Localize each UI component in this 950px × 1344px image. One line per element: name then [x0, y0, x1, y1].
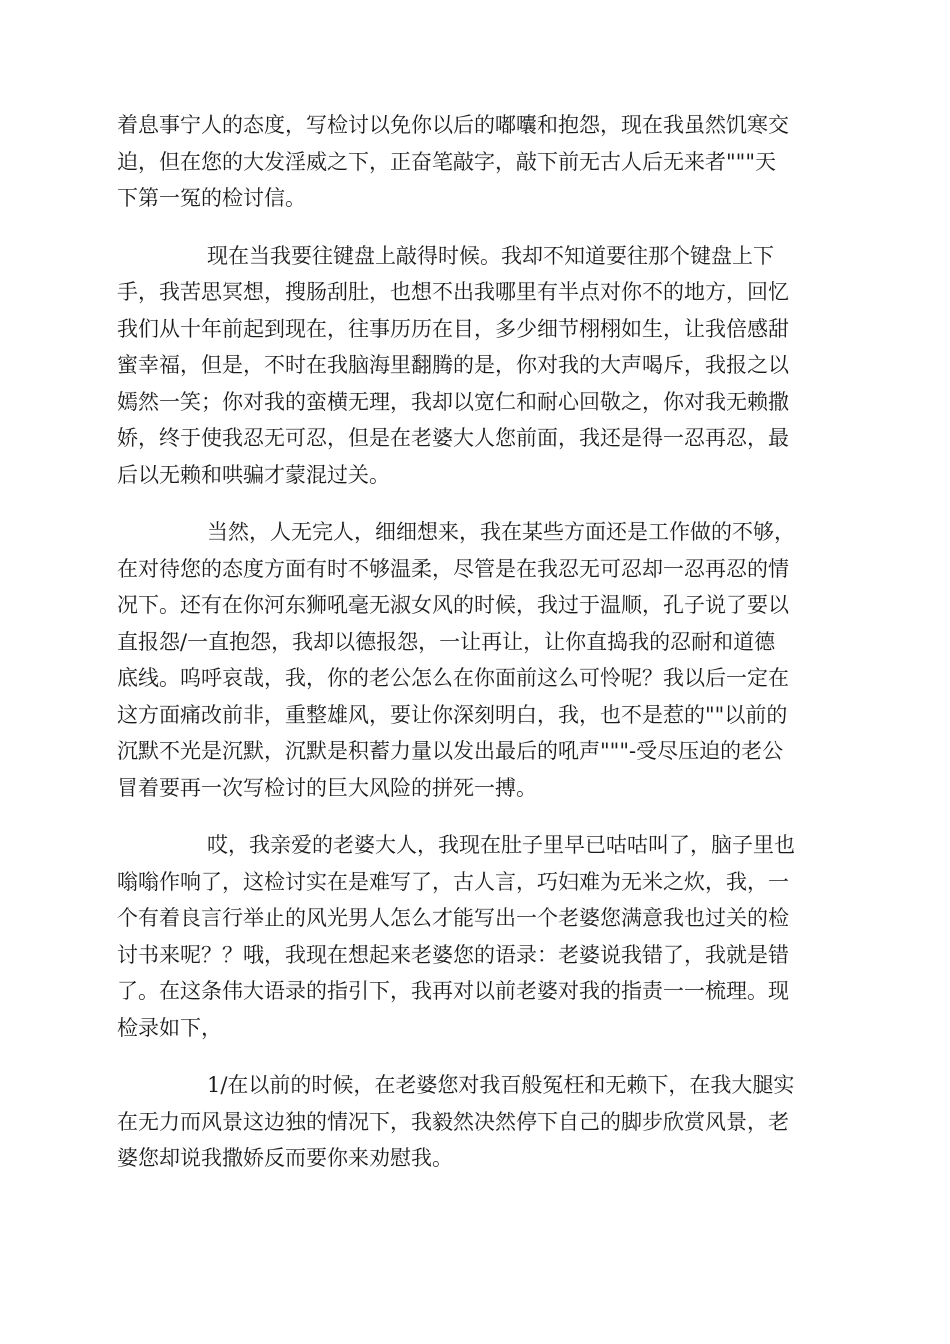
paragraph-5 — [117, 1067, 833, 1177]
text-line: 这方面痛改前非，重整雄风，要让你深刻明白，我，也不是惹的""以前的 — [117, 702, 788, 727]
text-line: 底线。呜呼哀哉，我，你的老公怎么在你面前这么可怜呢？我以后一定在 — [117, 666, 789, 690]
text-line: 娇，终于使我忍无可忍，但是在老婆大人您前面，我还是得一忍再忍，最 — [117, 426, 789, 450]
text-line: 现在当我要往键盘上敲得时候。我却不知道要往那个键盘上下 — [207, 243, 774, 268]
document-body — [117, 107, 833, 1198]
text-line: 哎，我亲爱的老婆大人，我现在肚子里早已咕咕叫了，脑子里也 — [207, 833, 795, 857]
paragraph-3 — [117, 514, 833, 806]
text-line: 沉默不光是沉默，沉默是积蓄力量以发出最后的吼声"""-受尽压迫的老公 — [117, 739, 784, 763]
text-line: 冒着要再一次写检讨的巨大风险的拼死一搏。 — [117, 775, 537, 800]
text-line: 手，我苦思冥想，搜肠刮肚，也想不出我哪里有半点对你不的地方，回忆 — [117, 280, 789, 304]
text-line: 着息事宁人的态度，写检讨以免你以后的嘟囔和抱怨，现在我虽然饥寒交 — [117, 113, 789, 137]
text-line: 在对待您的态度方面有时不够温柔，尽管是在我忍无可忍却一忍再忍的情 — [117, 556, 789, 581]
text-line: 在无力而风景这边独的情况下，我毅然决然停下自己的脚步欣赏风景，老 — [117, 1109, 789, 1134]
text-line: 嗡嗡作响了，这检讨实在是难写了，古人言，巧妇难为无米之炊，我，一 — [117, 869, 789, 894]
text-line: 迫，但在您的大发淫威之下，正奋笔敲字，敲下前无古人后无来者"""天 — [117, 149, 776, 174]
text-line: 直报怨/一直抱怨，我却以德报怨，一让再让，让你直捣我的忍耐和道德 — [117, 629, 776, 654]
text-line: 了。在这条伟大语录的指引下，我再对以前老婆对我的指责一一梳理。现 — [117, 979, 789, 1003]
text-line: 嫣然一笑；你对我的蛮横无理，我却以宽仁和耐心回敬之，你对我无赖撒 — [117, 389, 789, 414]
text-line: 检录如下， — [117, 1015, 222, 1040]
text-line: 下第一冤的检讨信。 — [117, 186, 306, 210]
text-line: 蜜幸福，但是，不时在我脑海里翻腾的是，你对我的大声喝斥，我报之以 — [117, 353, 789, 377]
text-line: 1/在以前的时候，在老婆您对我百般冤枉和无赖下，在我大腿实 — [207, 1073, 795, 1097]
paragraph-1 — [117, 107, 833, 217]
text-line: 当然，人无完人，细细想来，我在某些方面还是工作做的不够， — [207, 520, 795, 544]
text-line: 况下。还有在你河东狮吼毫无淑女风的时候，我过于温顺，孔子说了要以 — [117, 593, 789, 617]
text-line: 个有着良言行举止的风光男人怎么才能写出一个老婆您满意我也过关的检 — [117, 906, 789, 930]
text-line: 后以无赖和哄骗才蒙混过关。 — [117, 462, 390, 487]
paragraph-2 — [117, 238, 833, 494]
paragraph-4 — [117, 827, 833, 1046]
text-line: 讨书来呢？？哦，我现在想起来老婆您的语录：老婆说我错了，我就是错 — [117, 942, 789, 967]
text-line: 婆您却说我撒娇反而要你来劝慰我。 — [117, 1146, 453, 1170]
text-line: 我们从十年前起到现在，往事历历在目，多少细节栩栩如生，让我倍感甜 — [117, 316, 789, 341]
